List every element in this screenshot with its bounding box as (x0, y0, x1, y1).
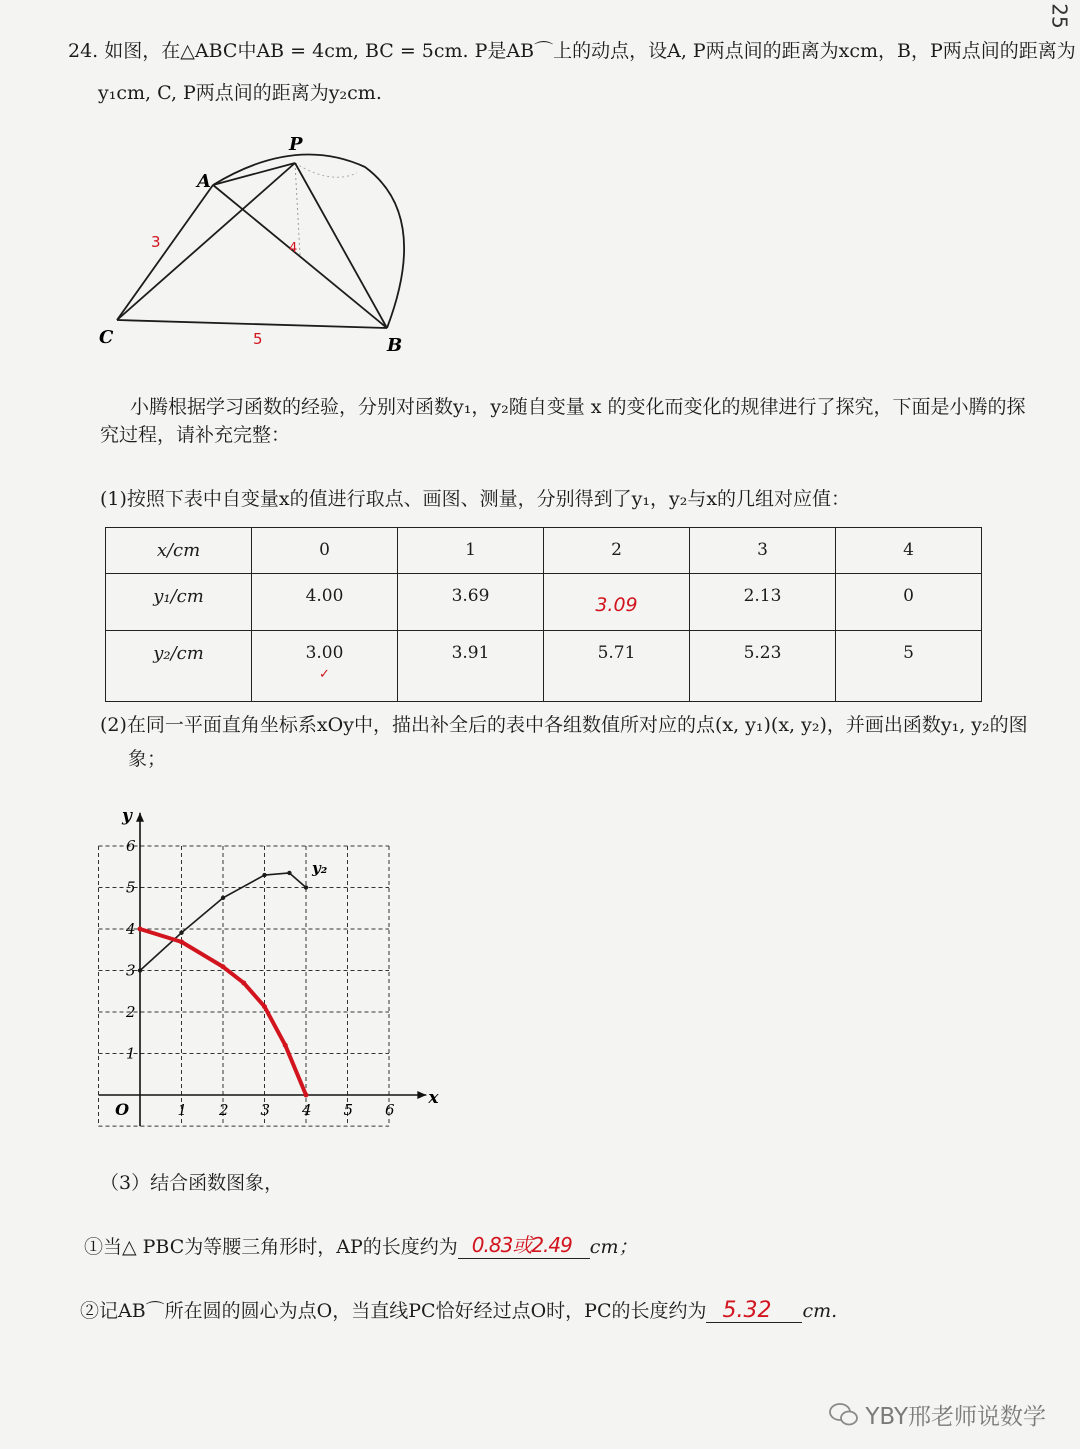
series-y1-point (304, 1093, 309, 1098)
x-axis-arrow (417, 1091, 426, 1099)
question-header-line2: y₁cm, C, P两点间的距离为y₂cm. (98, 82, 382, 104)
x-axis-label: x (428, 1088, 439, 1108)
y-tick-label: 2 (126, 1003, 136, 1021)
part3-q2 (80, 1296, 837, 1323)
handwritten-y1-at-2: 3.09 (595, 593, 638, 616)
part3-title: （3）结合函数图象， (100, 1172, 284, 1194)
q1-answer: 0.83或2.49 (471, 1233, 572, 1257)
page-number: 25 (1047, 3, 1072, 29)
part1-text: (1)按照下表中自变量x的值进行取点、画图、测量，分别得到了y₁，y₂与x的几组对应值： (100, 488, 851, 510)
intro-line1: 小腾根据学习函数的经验，分别对函数y₁，y₂随自变量 x 的变化而变化的规律进行了探究，下面是小腾的探 (130, 396, 1026, 418)
series-y1-point (179, 939, 184, 944)
table-cell: 4 (836, 528, 982, 574)
table-cell: 3.91 (398, 631, 544, 702)
q1-answer-blank (458, 1233, 590, 1259)
part3-q1 (84, 1232, 637, 1259)
table-cell: 0 (836, 573, 982, 631)
y-tick-label: 4 (126, 920, 136, 938)
y-tick-label: 1 (126, 1044, 136, 1063)
wechat-icon (829, 1402, 859, 1428)
table-cell: 3.69 (398, 573, 544, 631)
origin-label: O (115, 1100, 130, 1119)
label-C: C (99, 327, 114, 348)
y-tick-label: 3 (126, 961, 136, 980)
table-cell: 0 (252, 528, 398, 574)
table-cell: y₁/cm (106, 573, 252, 631)
table-cell: 4.00 (252, 573, 398, 631)
table-cell: 1 (398, 528, 544, 574)
series-y2-point (179, 931, 183, 935)
intro-line2: 究过程，请补充完整： (100, 424, 291, 446)
table-cell: 2 (544, 528, 690, 574)
series-y2-point (138, 968, 142, 972)
q1-text: ①当△ PBC为等腰三角形时，AP的长度约为 (84, 1236, 458, 1258)
table-cell-handwritten (544, 573, 690, 631)
table-row (106, 631, 982, 702)
series-y1-point (262, 1004, 267, 1009)
table-cell: y₂/cm (106, 631, 252, 702)
watermark (829, 1398, 1046, 1431)
series-y1-point (138, 927, 143, 932)
q2-unit: cm. (802, 1300, 838, 1322)
label-B: B (387, 335, 403, 356)
x-tick-label: 3 (260, 1101, 271, 1119)
q2-answer: 5.32 (722, 1298, 772, 1323)
y-axis-label: y (122, 806, 132, 827)
value-table (105, 527, 982, 702)
y-axis-arrow (136, 813, 144, 822)
x-tick-label: 4 (302, 1101, 312, 1119)
table-cell: 2.13 (690, 573, 836, 631)
series-y1-point (221, 964, 226, 969)
series-y2-point (304, 885, 308, 889)
x-tick-label: 6 (385, 1101, 395, 1119)
part2-line1: (2)在同一平面直角坐标系xOy中，描出补全后的表中各组数值所对应的点(x, y₁)(x, y₂)，并画出函数y₁, y₂的图 (100, 714, 1028, 736)
watermark-text: YBY邢老师说数学 (865, 1404, 1046, 1430)
x-tick-label: 1 (177, 1101, 188, 1119)
hand-mark-mid: 4 (289, 241, 298, 256)
q2-text: ②记AB⌒所在圆的圆心为点O，当直线PC恰好经过点O时，PC的长度约为 (80, 1300, 707, 1322)
table-cell (252, 631, 398, 702)
table-cell: 3 (690, 528, 836, 574)
series-y2-point (262, 873, 266, 877)
label-A: A (197, 171, 211, 192)
table-cell-value: 3.00 (305, 643, 344, 664)
part2-line2: 象； (128, 748, 167, 770)
series-y2-label: y₂ (312, 858, 328, 877)
series-y2-point (287, 871, 291, 875)
label-P: P (289, 134, 303, 155)
series-y2-point (221, 896, 225, 900)
triangle-semicircle-figure (95, 125, 425, 360)
table-cell: 5.23 (690, 631, 836, 702)
series-y1-point (283, 1043, 288, 1048)
check-mark: ✓ (319, 667, 330, 683)
table-cell: 5.71 (544, 631, 690, 702)
y-tick-label: 6 (126, 837, 136, 855)
hand-mark-ac: 3 (151, 233, 161, 251)
x-tick-label: 5 (343, 1101, 354, 1119)
y-tick-label: 5 (126, 878, 136, 897)
x-tick-label: 2 (219, 1101, 229, 1119)
table-cell: 5 (836, 631, 982, 702)
table-row (106, 528, 982, 574)
series-y1-point (241, 980, 246, 985)
question-header-line1: 24. 如图，在△ABC中AB = 4cm, BC = 5cm. P是AB⌒上的动点，设A, P两点间的距离为xcm，B，P两点间的距离为 (68, 40, 1076, 62)
q2-answer-blank (706, 1298, 802, 1323)
hand-mark-cb: 5 (253, 330, 263, 348)
table-cell: x/cm (106, 528, 252, 574)
function-graph (90, 806, 440, 1135)
table-row (106, 573, 982, 631)
q1-unit: cm； (589, 1236, 638, 1258)
